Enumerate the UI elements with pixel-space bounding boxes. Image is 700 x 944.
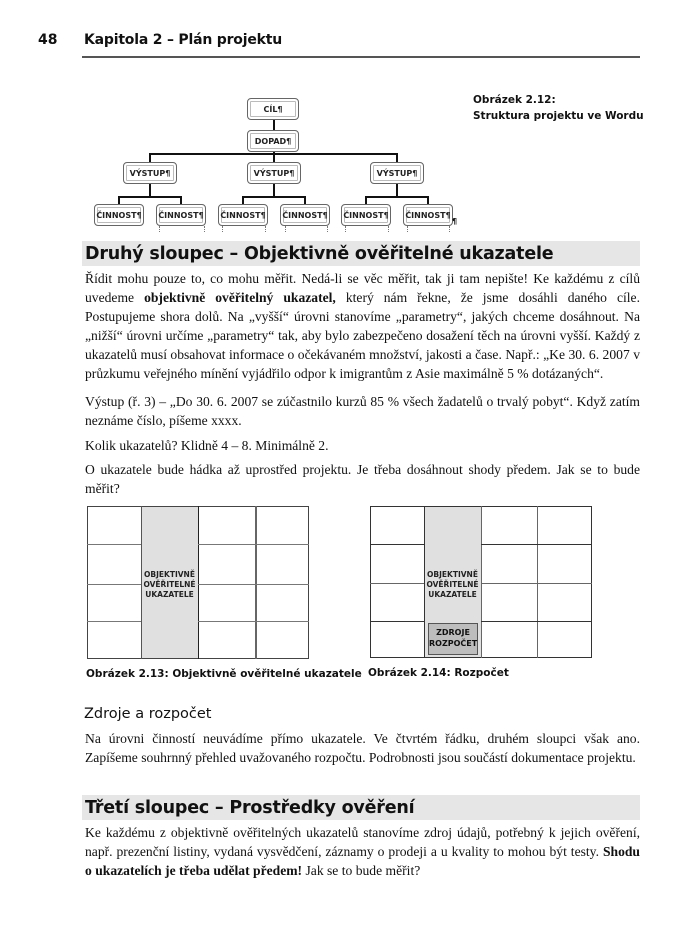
label-line: OBJEKTIVNĚ xyxy=(144,570,195,579)
connector xyxy=(304,196,306,204)
caption-text: Struktura projektu ve Wordu xyxy=(473,110,644,122)
caption-number: Obrázek 2.12: xyxy=(473,94,556,106)
project-structure-diagram xyxy=(80,90,480,230)
paragraph: Výstup (ř. 3) – „Do 30. 6. 2007 se zúčastnilo kurzů 85 % všech žadatelů o trvalý pobyt“. Když zatím neznáme číslo, píšeme xxxx. xyxy=(85,394,640,428)
connector xyxy=(273,153,275,162)
node-goal: CÍL¶ xyxy=(247,98,299,120)
figure-2-14-caption xyxy=(368,667,509,679)
dotted-line xyxy=(265,226,266,232)
figure-2-13-caption xyxy=(86,668,362,680)
connector xyxy=(149,153,151,162)
grid-line xyxy=(481,506,482,658)
paragraph: Kolik ukazatelů? Klidně 4 – 8. Minimálně 2. xyxy=(85,438,329,453)
connector xyxy=(396,153,398,162)
dotted-line xyxy=(285,226,286,232)
node-activity: ČINNOST¶ xyxy=(94,204,144,226)
text: který nám řekne, že jsme dosáhli daného cíle. Postupujeme shora dolů. Na „vyšší“ úrovni stanovíme „parametry“, jakých chceme dosáhnout. Na „nižší“ úrovni určíme „parametry“ tak, aby bylo zabezpečeno dosažení těch na úrovni vyšší. Každý z ukazatelů musí obsahovat informace o očekávaném množství, jakosti a čase. Např.: „Ke 30. 6. 2007 v průzkumu veřejného mínění vyjádřilo odpor k imigrantům z Asie maximálně 5 % dotázaných“. xyxy=(85,290,640,381)
connector xyxy=(242,196,244,204)
label-line: OBJEKTIVNĚ xyxy=(427,570,478,579)
grid-line xyxy=(481,621,592,622)
paragraph: O ukazatele bude hádka až uprostřed projektu. Je třeba dosáhnout shody předem. Jak se to bude měřit? xyxy=(85,462,640,496)
dotted-line xyxy=(449,226,450,232)
dotted-line xyxy=(204,226,205,232)
paragraph xyxy=(85,269,640,383)
grid-line xyxy=(537,506,538,658)
connector xyxy=(365,196,429,198)
node-activity: ČINNOST¶ xyxy=(156,204,206,226)
node-output: VÝSTUP¶ xyxy=(123,162,177,184)
connector xyxy=(242,196,306,198)
bold-text: objektivně ověřitelný ukazatel, xyxy=(144,290,336,305)
node-output: VÝSTUP¶ xyxy=(247,162,301,184)
connector xyxy=(149,183,151,197)
budget-box xyxy=(428,623,478,655)
grid-line xyxy=(198,506,199,659)
grid-line xyxy=(370,544,424,545)
text: Řídit mohu pouze to, co mohu měřit. Nedá-li se věc měřit, tak ji tam nepište! Ke každému z cílů uvedeme xyxy=(85,271,640,305)
connector xyxy=(427,196,429,204)
bold-text: Shodu o ukazatelích je třeba udělat předem! xyxy=(85,844,640,878)
logframe-grid-indicators xyxy=(87,506,309,659)
grid-line xyxy=(198,584,309,585)
node-impact: DOPAD¶ xyxy=(247,130,299,152)
connector xyxy=(365,196,367,204)
running-head: Kapitola 2 – Plán projektu xyxy=(84,32,282,48)
node-activity: ČINNOST¶ xyxy=(218,204,268,226)
grid-line xyxy=(370,621,424,622)
caption-number: Obrázek 2.13: xyxy=(86,668,169,680)
column-label xyxy=(141,570,198,600)
caption-text: Rozpočet xyxy=(454,667,509,679)
grid-line xyxy=(198,544,309,545)
node-activity: ČINNOST¶ xyxy=(280,204,330,226)
connector xyxy=(273,120,275,130)
section-heading: Druhý sloupec – Objektivně ověřitelné ukazatele xyxy=(82,241,640,266)
dotted-line xyxy=(345,226,346,232)
node-activity: ČINNOST¶ xyxy=(341,204,391,226)
logframe-grid-budget xyxy=(370,506,592,658)
budget-line: ZDROJE xyxy=(436,628,470,637)
text: Jak se to bude měřit? xyxy=(302,863,421,878)
header-rule xyxy=(82,56,640,58)
dotted-line xyxy=(222,226,223,232)
grid-line xyxy=(255,506,257,659)
grid-line xyxy=(87,621,141,622)
label-line: OVĚŘITELNÉ xyxy=(426,580,479,589)
grid-line xyxy=(481,544,592,545)
connector xyxy=(396,183,398,197)
grid-line xyxy=(87,544,141,545)
column-label xyxy=(424,570,481,600)
node-activity: ČINNOST¶ xyxy=(403,204,453,226)
dotted-line xyxy=(159,226,160,232)
section-heading: Třetí sloupec – Prostředky ověření xyxy=(82,795,640,820)
subsection-heading: Zdroje a rozpočet xyxy=(84,706,212,722)
caption-number: Obrázek 2.14: xyxy=(368,667,451,679)
dotted-line xyxy=(407,226,408,232)
connector xyxy=(118,196,120,204)
connector xyxy=(118,196,182,198)
pilcrow-mark: ¶ xyxy=(452,217,458,226)
dotted-line xyxy=(388,226,389,232)
grid-line xyxy=(87,584,141,585)
grid-line xyxy=(198,621,309,622)
node-output: VÝSTUP¶ xyxy=(370,162,424,184)
paragraph xyxy=(85,823,640,880)
paragraph: Na úrovni činností neuvádíme přímo ukazatele. Ve čtvrtém řádku, druhém sloupci však ano. Zapíšeme souhrnný přehled uvažovaného rozpočtu. Podrobnosti jsou součástí dokumentace projektu. xyxy=(85,731,640,765)
label-line: UKAZATELE xyxy=(145,590,194,599)
page-number: 48 xyxy=(38,32,58,48)
caption-text: Objektivně ověřitelné ukazatele xyxy=(172,668,362,680)
connector xyxy=(180,196,182,204)
connector xyxy=(273,183,275,197)
label-line: UKAZATELE xyxy=(428,590,477,599)
label-line: OVĚŘITELNÉ xyxy=(143,580,196,589)
budget-line: ROZPOČET xyxy=(429,639,478,648)
grid-line xyxy=(370,583,424,584)
text: Ke každému z objektivně ověřitelných ukazatelů stanovíme zdroj údajů, potřebný k jejich ověření, např. prezenční listiny, vydaná vysvědčení, záznamy o prodeji a u kvality to mohou být testy. xyxy=(85,825,640,859)
dotted-line xyxy=(327,226,328,232)
figure-2-12-caption xyxy=(473,92,663,124)
grid-line xyxy=(481,583,592,584)
